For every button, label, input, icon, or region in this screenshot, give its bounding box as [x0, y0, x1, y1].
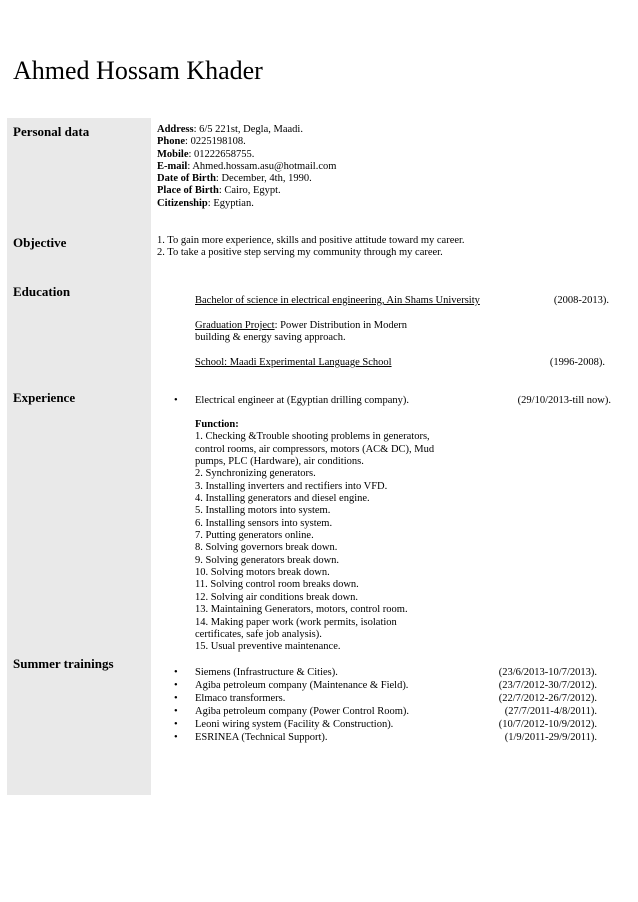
function-item: 2. Synchronizing generators.: [195, 468, 316, 480]
training-item: • ESRINEA (Technical Support).: [174, 732, 409, 745]
education-school: School: Maadi Experimental Language School: [195, 357, 392, 368]
section-sidebar: [7, 118, 151, 795]
section-heading-objective: Objective: [13, 235, 67, 250]
function-list: [195, 419, 465, 654]
personal-data-row: Date of Birth: December, 4th, 1990.: [157, 173, 312, 185]
section-heading-personal-data: Personal data: [13, 124, 90, 139]
section-heading-summer-trainings: Summer trainings: [13, 656, 114, 671]
personal-data-row: E-mail: Ahmed.hossam.asu@hotmail.com: [157, 160, 337, 172]
experience-list: [174, 395, 409, 408]
training-dates: (23/7/2012-30/7/2012).: [498, 679, 597, 691]
training-dates: (1/9/2011-29/9/2011).: [504, 731, 597, 743]
personal-data-row: Mobile: 01222658755.: [157, 148, 255, 160]
education-degree: Bachelor of science in electrical engineering, Ain Shams University: [195, 295, 480, 306]
experience-dates: (29/10/2013-till now).: [517, 395, 611, 406]
project-label: Graduation Project: [195, 320, 275, 331]
education-school-dates: (1996-2008).: [549, 357, 605, 368]
function-item: 4. Installing generators and diesel engine.: [195, 493, 370, 505]
function-item: 13. Maintaining Generators, motors, control room.: [195, 604, 408, 616]
training-item: • Elmaco transformers.: [174, 693, 409, 706]
personal-data-row: Citizenship: Egyptian.: [157, 197, 254, 209]
function-item: 9. Solving generators break down.: [195, 554, 340, 566]
experience-item: • Electrical engineer at (Egyptian drilling company).: [174, 395, 409, 408]
section-heading-education: Education: [13, 284, 71, 299]
function-item: 11. Solving control room breaks down.: [195, 579, 359, 591]
personal-data-row: Place of Birth: Cairo, Egypt.: [157, 185, 281, 197]
function-item: 3. Installing inverters and rectifiers into VFD.: [195, 480, 388, 492]
trainings-list: [174, 667, 409, 744]
function-label: Function:: [195, 419, 239, 430]
function-item: 7. Putting generators online.: [195, 530, 314, 542]
function-item: 12. Solving air conditions break down.: [195, 591, 359, 603]
training-dates: (22/7/2012-26/7/2012).: [498, 692, 597, 704]
training-dates: (27/7/2011-4/8/2011).: [504, 705, 597, 717]
education-project: Graduation Project: Power Distribution in Modern building & energy saving approach.: [195, 320, 408, 344]
training-item: • Siemens (Infrastructure & Cities).: [174, 667, 409, 680]
education-degree-dates: (2008-2013).: [553, 295, 609, 306]
training-item: • Leoni wiring system (Facility & Construction).: [174, 719, 409, 732]
function-item: 10. Solving motors break down.: [195, 567, 330, 579]
objective-item: 2. To take a positive step serving my community through my career.: [157, 247, 443, 259]
resume-name: Ahmed Hossam Khader: [13, 56, 263, 85]
function-item: 15. Usual preventive maintenance.: [195, 641, 341, 653]
training-item: • Agiba petroleum company (Power Control Room).: [174, 706, 409, 719]
function-item: 6. Installing sensors into system.: [195, 517, 333, 529]
training-dates: (23/6/2013-10/7/2013).: [498, 667, 597, 678]
function-item: 1. Checking &Trouble shooting problems in generators, control rooms, air compressors, motors (AC& DC), Mud pumps, PLC (Hardware), air conditions.: [195, 431, 435, 468]
objective-item: 1. To gain more experience, skills and positive attitude toward my career.: [157, 235, 465, 246]
training-dates: (10/7/2012-10/9/2012).: [498, 718, 597, 730]
function-item: 5. Installing motors into system.: [195, 505, 331, 517]
training-item: • Agiba petroleum company (Maintenance & Field).: [174, 680, 409, 693]
personal-data-list: [157, 124, 336, 210]
function-item: 14. Making paper work (work permits, isolation certificates, safe job analysis).: [195, 616, 397, 640]
objective-list: [157, 235, 465, 260]
personal-data-row: Address: 6/5 221st, Degla, Maadi.: [157, 124, 303, 135]
section-heading-experience: Experience: [13, 390, 76, 405]
trainings-dates: [499, 667, 597, 744]
function-item: 8. Solving governors break down.: [195, 542, 338, 554]
personal-data-row: Phone: 0225198108.: [157, 136, 246, 148]
